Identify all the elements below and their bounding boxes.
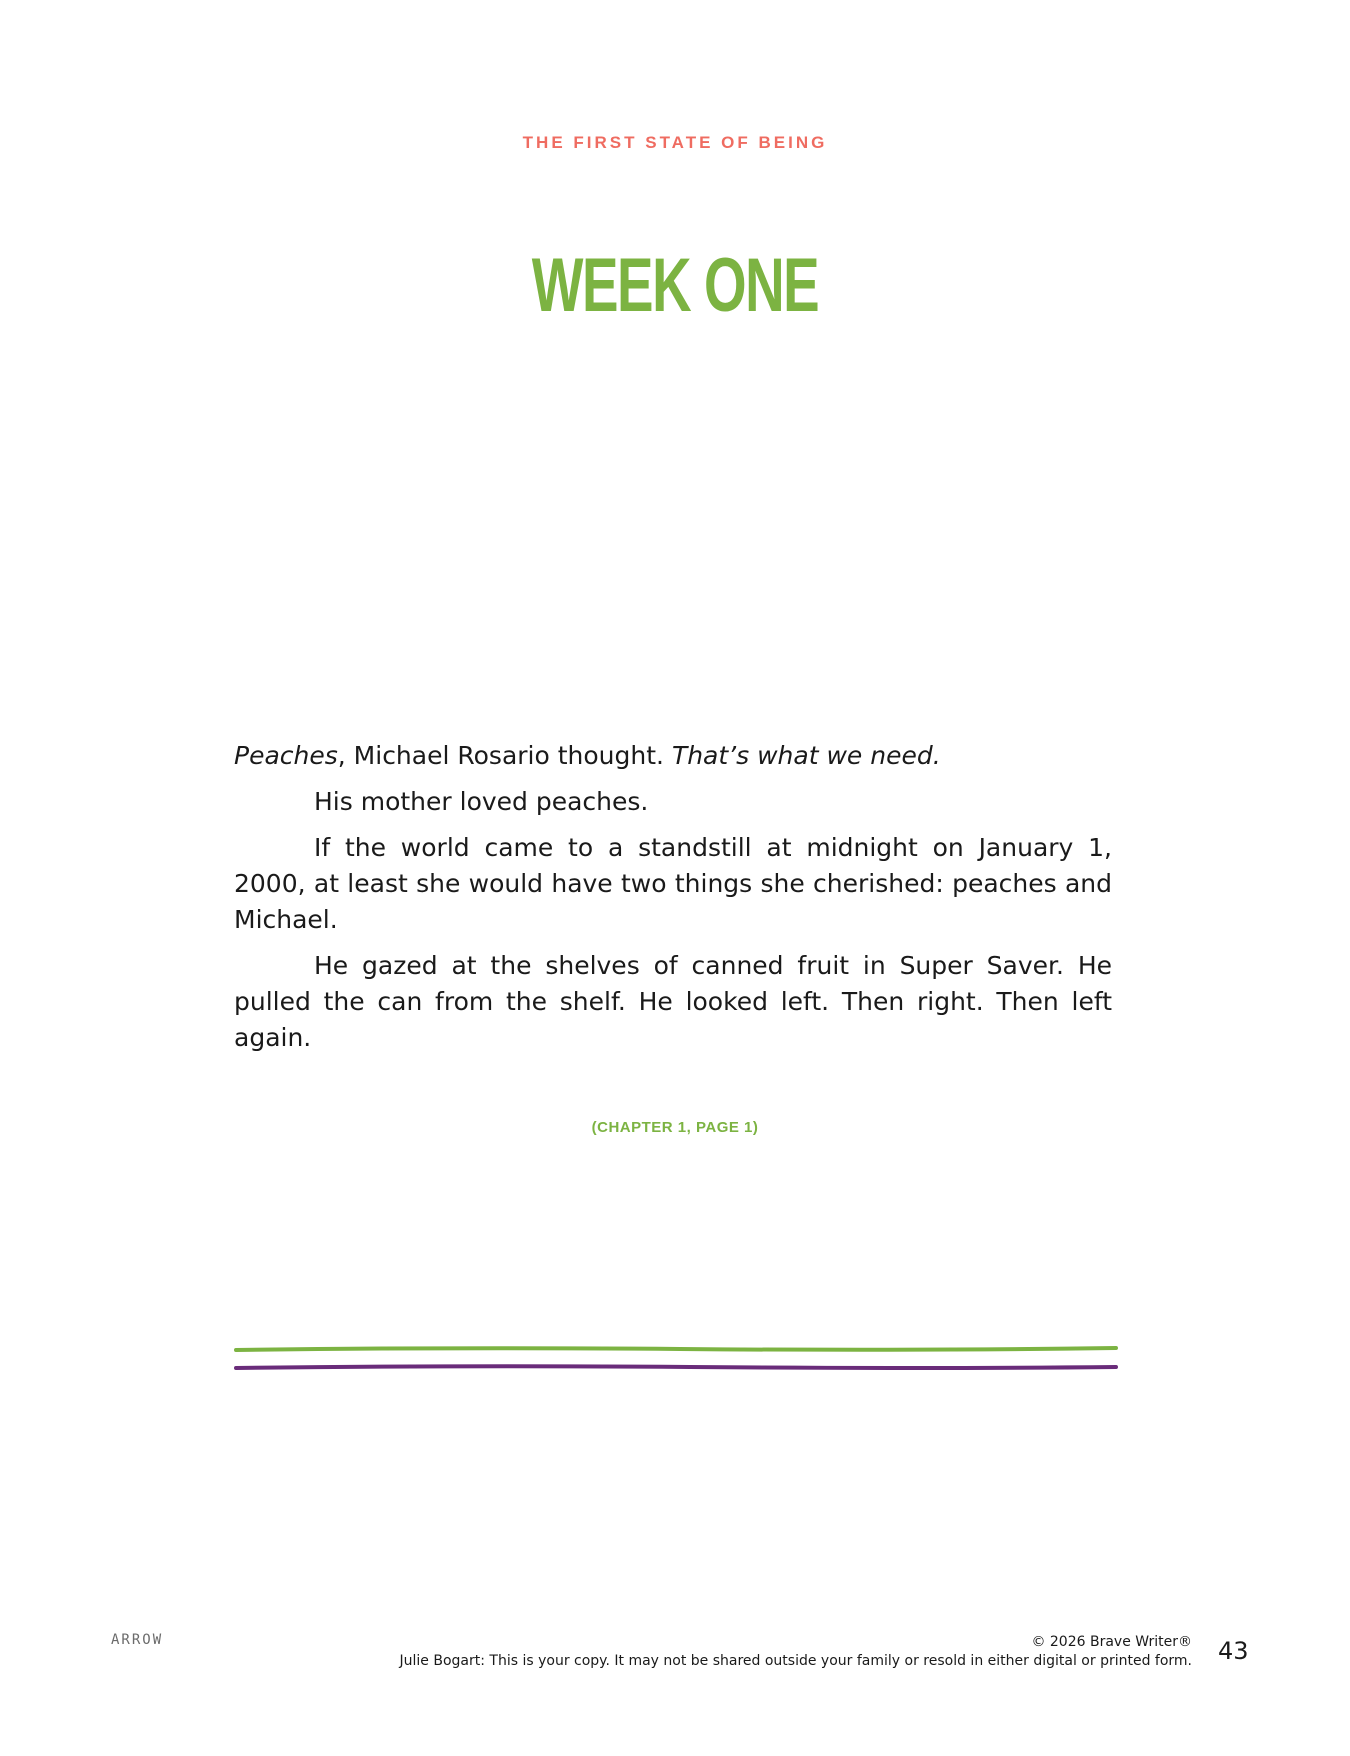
- bottom-divider: [0, 1046, 1350, 1086]
- excerpt-paragraph-3: If the world came to a standstill at midnight on January 1, 2000, at least she would have two things she cherished: peaches and Michael.: [234, 833, 1112, 934]
- top-divider: [0, 670, 1350, 710]
- footer-copyright-block: [400, 1633, 1192, 1671]
- excerpt-passage: [234, 738, 1112, 1066]
- excerpt-paragraph-4: He gazed at the shelves of canned fruit in Super Saver. He pulled the can from the shelf. He looked left. Then right. Then left again.: [234, 951, 1112, 1052]
- section-label: THE FIRST STATE OF BEING: [522, 133, 828, 152]
- page-number: 43: [1218, 1637, 1249, 1665]
- week-title: WEEK ONE: [531, 243, 819, 328]
- excerpt-paragraph-1: [234, 738, 1112, 774]
- footer-license-notice: Julie Bogart: This is your copy. It may not be shared outside your family or resold in either digital or printed form.: [399, 1653, 1192, 1669]
- excerpt-plain-text: , Michael Rosario thought.: [337, 741, 672, 770]
- excerpt-paragraph-2: His mother loved peaches.: [314, 787, 649, 816]
- excerpt-italic-peaches: Peaches: [234, 741, 338, 770]
- top-divider-green-line: [236, 1348, 1116, 1350]
- top-divider-purple-line: [236, 1366, 1116, 1368]
- excerpt-italic-thought: That’s what we need.: [671, 741, 941, 770]
- chapter-citation: (CHAPTER 1, PAGE 1): [591, 1119, 759, 1136]
- footer-copyright: © 2026 Brave Writer®: [1031, 1634, 1192, 1650]
- footer-brand-logo: ARROW: [111, 1632, 164, 1648]
